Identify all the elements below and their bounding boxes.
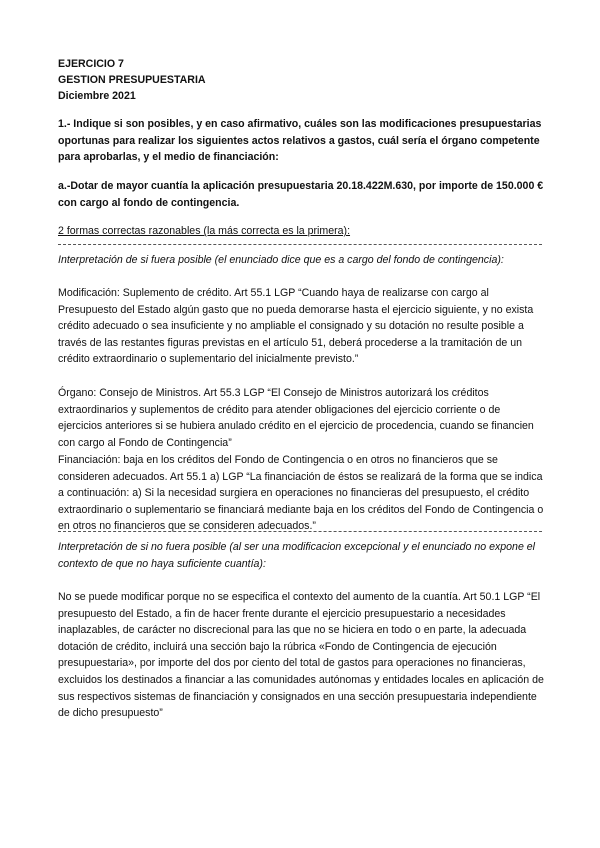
document-header <box>58 56 546 104</box>
interpretation-not-possible: Interpretación de si no fuera posible (al ser una modificacion excepcional y el enunciado no expone el contexto de que no haya suficiente cuantía): <box>58 541 536 570</box>
dashed-divider <box>58 531 542 532</box>
conclusion-paragraph: No se puede modificar porque no se especifica el contexto del aumento de la cuantía. Art 50.1 LGP “El presupuesto del Estado, a fin de hacer frente durante el ejercicio presupuestario a necesidades inaplazables, de carácter no discrecional para las que no se hiciera en todo o en parte, la adecuada dotación de crédito, incluirá una sección bajo la rúbrica «Fondo de Contingencia de ejecución presupuestaria», por importe del dos por ciento del total de gastos para operaciones no financieras, excluidos los destinados a financiar a las comunidades autónomas y entidades locales en aplicación de sus respectivos sistemas de financiación y consignados en una sección presupuestaria independiente de dicho presupuesto” <box>58 591 544 720</box>
organo-paragraph: Órgano: Consejo de Ministros. Art 55.3 LGP “El Consejo de Ministros autorizará los créditos extraordinarios y suplementos de crédito para atender obligaciones del ejercicio corriente o de ejercicios anteriores si se hubiera anulado crédito en el ejercicio de procedencia, cuando se financien con cargo al Fondo de Contingencia” <box>58 387 534 449</box>
modificacion-paragraph: Modificación: Suplemento de crédito. Art 55.1 LGP “Cuando haya de realizarse con cargo al Presupuesto del Estado algún gasto que no pueda demorarse hasta el ejercicio siguiente, y no exista crédito adecuado o sea insuficiente y no ampliable el consignado y su dotación no resulte posible a través de las restantes figuras previstas en el artículo 51, deberá procederse a la tramitación de un crédito extraordinario o suplementario del inicialmente previsto.” <box>58 287 534 366</box>
exercise-title: EJERCICIO 7 <box>58 58 124 70</box>
dashed-divider <box>58 244 542 245</box>
financiacion-paragraph: Financiación: baja en los créditos del Fondo de Contingencia o en otros no financieros que se consideren adecuados. Art 55.1 a) LGP “La financiación de éstos se realizará de la forma que se indica a continuación: a) Si la necesidad surgiera en operaciones no financieras del presupuesto, el crédito extraordinario o suplementario se financiará mediante baja en los créditos del Fondo de Contingencia o en otros no financieros que se consideren adecuados.” <box>58 454 544 533</box>
subject-title: GESTION PRESUPUESTARIA <box>58 74 206 86</box>
question-text: 1.- Indique si son posibles, y en caso afirmativo, cuáles son las modificaciones presupuestarias oportunas para realizar los siguientes actos relativos a gastos, cuál sería el órgano competente para aprobarlas, y el medio de financiación: <box>58 118 542 163</box>
interpretation-possible: Interpretación de si fuera posible (el enunciado dice que es a cargo del fondo de contingencia): <box>58 254 504 266</box>
date-line: Diciembre 2021 <box>58 90 136 102</box>
answers-subheading: 2 formas correctas razonables (la más correcta es la primera): <box>58 225 351 237</box>
question-a-text: a.-Dotar de mayor cuantía la aplicación presupuestaria 20.18.422M.630, por importe de 150.000 € con cargo al fondo de contingencia. <box>58 180 544 209</box>
